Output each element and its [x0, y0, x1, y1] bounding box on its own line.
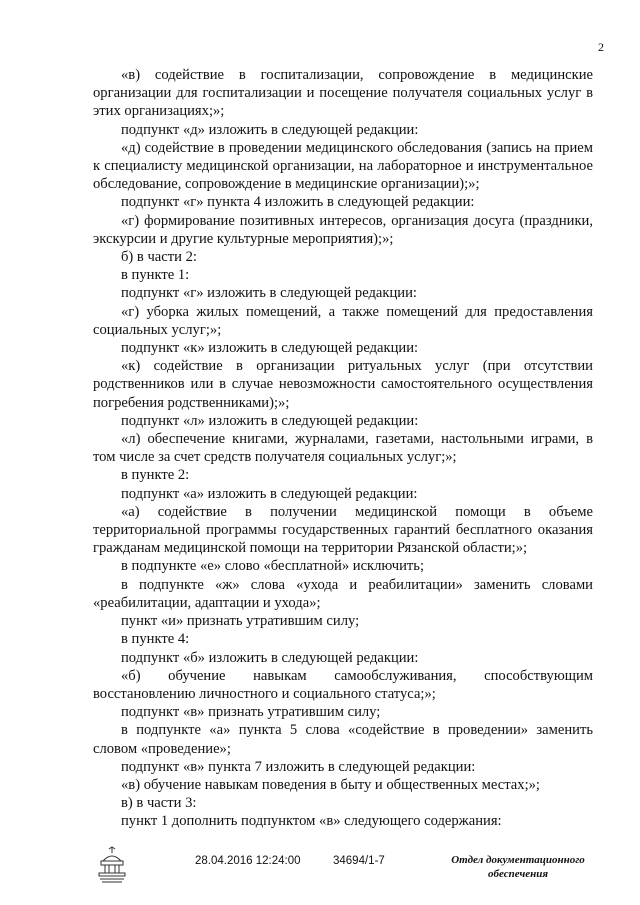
paragraph: «л) обеспечение книгами, журналами, газетами, настольными играми, в том числе за счет средств получателя социальных услуг;»;: [93, 431, 593, 466]
paragraph: подпункт «б» изложить в следующей редакции:: [121, 649, 419, 666]
paragraph: «в) обучение навыкам поведения в быту и общественных местах;»;: [121, 776, 540, 793]
department-stamp: [430, 853, 606, 881]
page-footer: [0, 845, 640, 885]
paragraph: подпункт «г» пункта 4 изложить в следующей редакции:: [121, 194, 475, 211]
paragraph: «д) содействие в проведении медицинского обследования (запись на прием к специалисту медицинской организации, на лабораторное и инструментальное обследование, сопровождение в медицинские организации);»;: [93, 139, 593, 193]
paragraph: «а) содействие в получении медицинской помощи в объеме территориальной программы государственных гарантий бесплатного оказания гражданам медицинской помощи на территории Рязанской области;»;: [93, 503, 593, 557]
department-line: обеспечения: [487, 868, 548, 880]
paragraph: подпункт «г» изложить в следующей редакции:: [121, 285, 417, 302]
registration-datetime: 28.04.2016 12:24:00: [195, 855, 301, 867]
paragraph: подпункт «д» изложить в следующей редакции:: [121, 121, 419, 138]
paragraph: «к) содействие в организации ритуальных услуг (при отсутствии родственников или в случае невозможности самостоятельного осуществления погребения родственниками);»;: [93, 358, 593, 411]
paragraph: подпункт «в» признать утратившим силу;: [121, 704, 381, 721]
paragraph: «в) содействие в госпитализации, сопровождение в медицинские организации для госпитализации и посещение получателя социальных услуг в этих организациях;»;: [93, 67, 593, 120]
paragraph: в пункте 1:: [121, 267, 190, 284]
paragraph: «г) уборка жилых помещений, а также помещений для предоставления социальных услуг;»;: [93, 303, 593, 338]
paragraph: в подпункте «а» пункта 5 слова «содействие в проведении» заменить словом «проведение»;: [93, 722, 593, 757]
registration-number: 34694/1-7: [333, 855, 385, 867]
paragraph: подпункт «а» изложить в следующей редакции:: [121, 485, 418, 502]
paragraph: «б) обучение навыкам самообслуживания, способствующим восстановлению личностного и социального статуса;»;: [93, 667, 593, 702]
page-number: 2: [598, 40, 604, 54]
paragraph: в пункте 4:: [121, 631, 190, 648]
paragraph: подпункт «к» изложить в следующей редакции:: [121, 340, 419, 357]
paragraph: в подпункте «ж» слова «ухода и реабилитации» заменить словами «реабилитации, адаптации и ухода»;: [93, 576, 593, 611]
paragraph: пункт «и» признать утратившим силу;: [121, 613, 360, 630]
paragraph: пункт 1 дополнить подпунктом «в» следующего содержания:: [121, 813, 502, 830]
paragraph: в) в части 3:: [121, 795, 197, 812]
document-body: [93, 66, 593, 831]
paragraph: в подпункте «е» слово «бесплатной» исключить;: [121, 558, 425, 575]
paragraph: б) в части 2:: [121, 249, 197, 266]
paragraph: «г) формирование позитивных интересов, организация досуга (праздники, экскурсии и другие культурные мероприятия);»;: [93, 212, 593, 247]
paragraph: в пункте 2:: [121, 467, 190, 484]
duma-building-stamp-icon: [96, 845, 128, 887]
department-line: Отдел документационного: [451, 854, 585, 866]
paragraph: подпункт «в» пункта 7 изложить в следующей редакции:: [121, 758, 476, 775]
paragraph: подпункт «л» изложить в следующей редакции:: [121, 412, 419, 429]
